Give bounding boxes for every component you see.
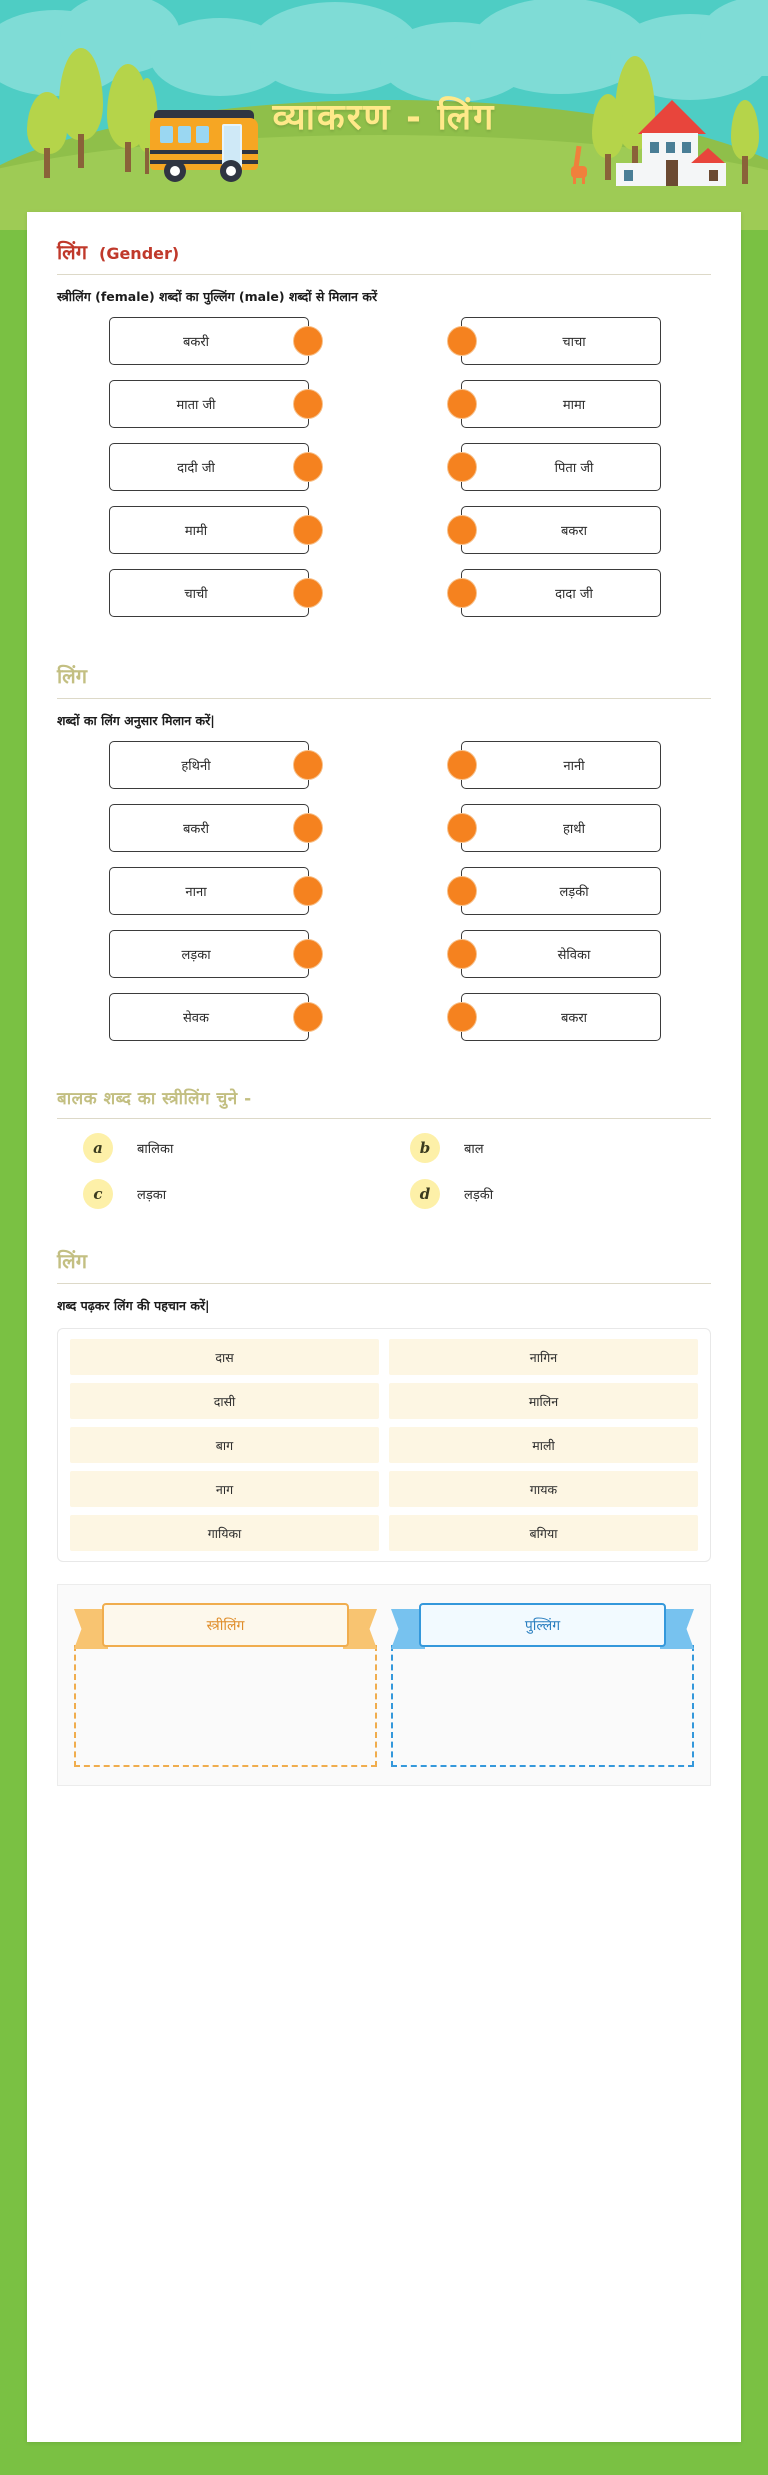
match-item-left[interactable] bbox=[109, 867, 309, 915]
drop-zone-masculine[interactable] bbox=[391, 1645, 694, 1767]
divider bbox=[57, 698, 711, 699]
match-dot[interactable] bbox=[293, 813, 323, 843]
match-dot[interactable] bbox=[447, 876, 477, 906]
section-mcq bbox=[57, 1086, 711, 1209]
match-item-label: सेवक bbox=[182, 1011, 209, 1026]
match-item-right[interactable] bbox=[461, 569, 661, 617]
table-row bbox=[70, 1515, 698, 1551]
option-key-bubble: b bbox=[410, 1133, 440, 1163]
match-item-label: मामा bbox=[562, 398, 586, 413]
match-dot[interactable] bbox=[447, 750, 477, 780]
section-heading-text: लिंग bbox=[57, 240, 87, 264]
match-item-label: चाचा bbox=[562, 335, 586, 350]
divider bbox=[57, 1283, 711, 1284]
match-row bbox=[57, 741, 711, 789]
match-dot[interactable] bbox=[447, 939, 477, 969]
match-row bbox=[57, 506, 711, 554]
ribbon-banner-masculine bbox=[391, 1603, 694, 1655]
section-match-by-gender bbox=[57, 662, 711, 1041]
match-item-label: लड़की bbox=[559, 885, 589, 900]
match-item-right[interactable] bbox=[461, 993, 661, 1041]
match-dot[interactable] bbox=[447, 1002, 477, 1032]
section-heading-text: लिंग bbox=[57, 664, 87, 688]
table-row bbox=[70, 1339, 698, 1375]
option-label: बालिका bbox=[137, 1142, 174, 1157]
option-label: बाल bbox=[464, 1142, 484, 1157]
section-match-female-male bbox=[57, 238, 711, 617]
match-item-right[interactable] bbox=[461, 867, 661, 915]
mcq-option-a[interactable] bbox=[57, 1133, 384, 1163]
match-item-left[interactable] bbox=[109, 993, 309, 1041]
mcq-option-c[interactable] bbox=[57, 1179, 384, 1209]
match-row bbox=[57, 317, 711, 365]
table-cell[interactable]: नाग bbox=[70, 1471, 379, 1507]
match-item-label: नाना bbox=[185, 885, 207, 900]
match-item-right[interactable] bbox=[461, 506, 661, 554]
table-row bbox=[70, 1383, 698, 1419]
section-heading-sub: (Gender) bbox=[99, 244, 180, 263]
divider bbox=[57, 274, 711, 275]
table-cell[interactable]: दासी bbox=[70, 1383, 379, 1419]
word-table bbox=[57, 1328, 711, 1562]
ribbon-label: पुल्लिंग bbox=[419, 1603, 666, 1647]
match-item-left[interactable] bbox=[109, 443, 309, 491]
section-heading bbox=[57, 1247, 711, 1283]
option-key-bubble: a bbox=[83, 1133, 113, 1163]
table-cell[interactable]: मालिन bbox=[389, 1383, 698, 1419]
match-item-right[interactable] bbox=[461, 380, 661, 428]
section-heading bbox=[57, 238, 711, 274]
match-item-label: हाथी bbox=[563, 822, 585, 837]
match-item-left[interactable] bbox=[109, 506, 309, 554]
section-heading-text: लिंग bbox=[57, 1249, 87, 1273]
sort-column-feminine bbox=[74, 1599, 377, 1767]
match-row bbox=[57, 804, 711, 852]
match-dot[interactable] bbox=[293, 389, 323, 419]
match-dot[interactable] bbox=[447, 326, 477, 356]
match-row bbox=[57, 443, 711, 491]
match-item-label: बकरा bbox=[560, 524, 588, 539]
table-row bbox=[70, 1471, 698, 1507]
match-dot[interactable] bbox=[447, 578, 477, 608]
match-item-right[interactable] bbox=[461, 741, 661, 789]
table-cell[interactable]: बगिया bbox=[389, 1515, 698, 1551]
mcq-option-d[interactable] bbox=[384, 1179, 711, 1209]
section-instruction: स्त्रीलिंग (female) शब्दों का पुल्लिंग (male) शब्दों से मिलान करें bbox=[57, 289, 378, 304]
match-dot[interactable] bbox=[293, 452, 323, 482]
match-item-left[interactable] bbox=[109, 930, 309, 978]
section-heading bbox=[57, 662, 711, 698]
match-dot[interactable] bbox=[447, 452, 477, 482]
match-row bbox=[57, 380, 711, 428]
match-dot[interactable] bbox=[293, 326, 323, 356]
match-item-label: माता जी bbox=[176, 398, 216, 413]
match-item-left[interactable] bbox=[109, 380, 309, 428]
table-cell[interactable]: दास bbox=[70, 1339, 379, 1375]
table-cell[interactable]: बाग bbox=[70, 1427, 379, 1463]
match-dot[interactable] bbox=[293, 939, 323, 969]
match-dot[interactable] bbox=[293, 876, 323, 906]
match-item-right[interactable] bbox=[461, 443, 661, 491]
section-instruction: शब्दों का लिंग अनुसार मिलान करें| bbox=[57, 713, 215, 728]
match-item-label: पिता जी bbox=[554, 461, 594, 476]
match-item-label: सेविका bbox=[557, 948, 591, 963]
match-grid bbox=[57, 741, 711, 1041]
sort-area bbox=[57, 1584, 711, 1786]
match-item-left[interactable] bbox=[109, 741, 309, 789]
option-key-bubble: d bbox=[410, 1179, 440, 1209]
ribbon-banner-feminine bbox=[74, 1603, 377, 1655]
option-label: लड़की bbox=[464, 1188, 494, 1203]
option-key-bubble: c bbox=[83, 1179, 113, 1209]
match-row bbox=[57, 993, 711, 1041]
section-instruction: शब्द पढ़कर लिंग की पहचान करें| bbox=[57, 1298, 210, 1313]
match-row bbox=[57, 930, 711, 978]
table-cell[interactable]: गायक bbox=[389, 1471, 698, 1507]
match-dot[interactable] bbox=[447, 813, 477, 843]
match-item-label: बकरी bbox=[182, 335, 210, 350]
match-item-left[interactable] bbox=[109, 569, 309, 617]
table-cell[interactable]: गायिका bbox=[70, 1515, 379, 1551]
drop-zone-feminine[interactable] bbox=[74, 1645, 377, 1767]
match-item-label: हथिनी bbox=[181, 759, 211, 774]
header-banner bbox=[0, 0, 768, 230]
mcq-option-b[interactable] bbox=[384, 1133, 711, 1163]
section-word-table bbox=[57, 1247, 711, 1562]
match-item-left[interactable] bbox=[109, 317, 309, 365]
divider bbox=[57, 1118, 711, 1119]
match-item-right[interactable] bbox=[461, 930, 661, 978]
match-item-label: नानी bbox=[563, 759, 585, 774]
table-cell[interactable]: नागिन bbox=[389, 1339, 698, 1375]
match-item-label: दादा जी bbox=[555, 587, 593, 602]
mcq-options bbox=[57, 1133, 711, 1209]
mcq-option-row bbox=[57, 1133, 711, 1163]
match-dot[interactable] bbox=[293, 515, 323, 545]
mcq-question: बालक शब्द का स्त्रीलिंग चुने - bbox=[57, 1089, 252, 1109]
match-item-right[interactable] bbox=[461, 804, 661, 852]
match-item-left[interactable] bbox=[109, 804, 309, 852]
match-row bbox=[57, 569, 711, 617]
page-title: व्याकरण - लिंग bbox=[272, 96, 496, 138]
sort-column-masculine bbox=[391, 1599, 694, 1767]
match-item-right[interactable] bbox=[461, 317, 661, 365]
match-dot[interactable] bbox=[293, 1002, 323, 1032]
match-item-label: दादी जी bbox=[177, 461, 215, 476]
match-dot[interactable] bbox=[447, 389, 477, 419]
match-item-label: बकरा bbox=[560, 1011, 588, 1026]
mcq-option-row bbox=[57, 1179, 711, 1209]
match-dot[interactable] bbox=[293, 750, 323, 780]
match-dot[interactable] bbox=[447, 515, 477, 545]
match-item-label: लड़का bbox=[181, 948, 211, 963]
table-row bbox=[70, 1427, 698, 1463]
ribbon-label: स्त्रीलिंग bbox=[102, 1603, 349, 1647]
match-item-label: बकरी bbox=[182, 822, 210, 837]
option-label: लड़का bbox=[137, 1188, 167, 1203]
match-item-label: चाची bbox=[184, 587, 208, 602]
match-row bbox=[57, 867, 711, 915]
match-dot[interactable] bbox=[293, 578, 323, 608]
worksheet-sheet bbox=[27, 212, 741, 2442]
match-item-label: मामी bbox=[184, 524, 208, 539]
table-cell[interactable]: माली bbox=[389, 1427, 698, 1463]
match-grid bbox=[57, 317, 711, 617]
